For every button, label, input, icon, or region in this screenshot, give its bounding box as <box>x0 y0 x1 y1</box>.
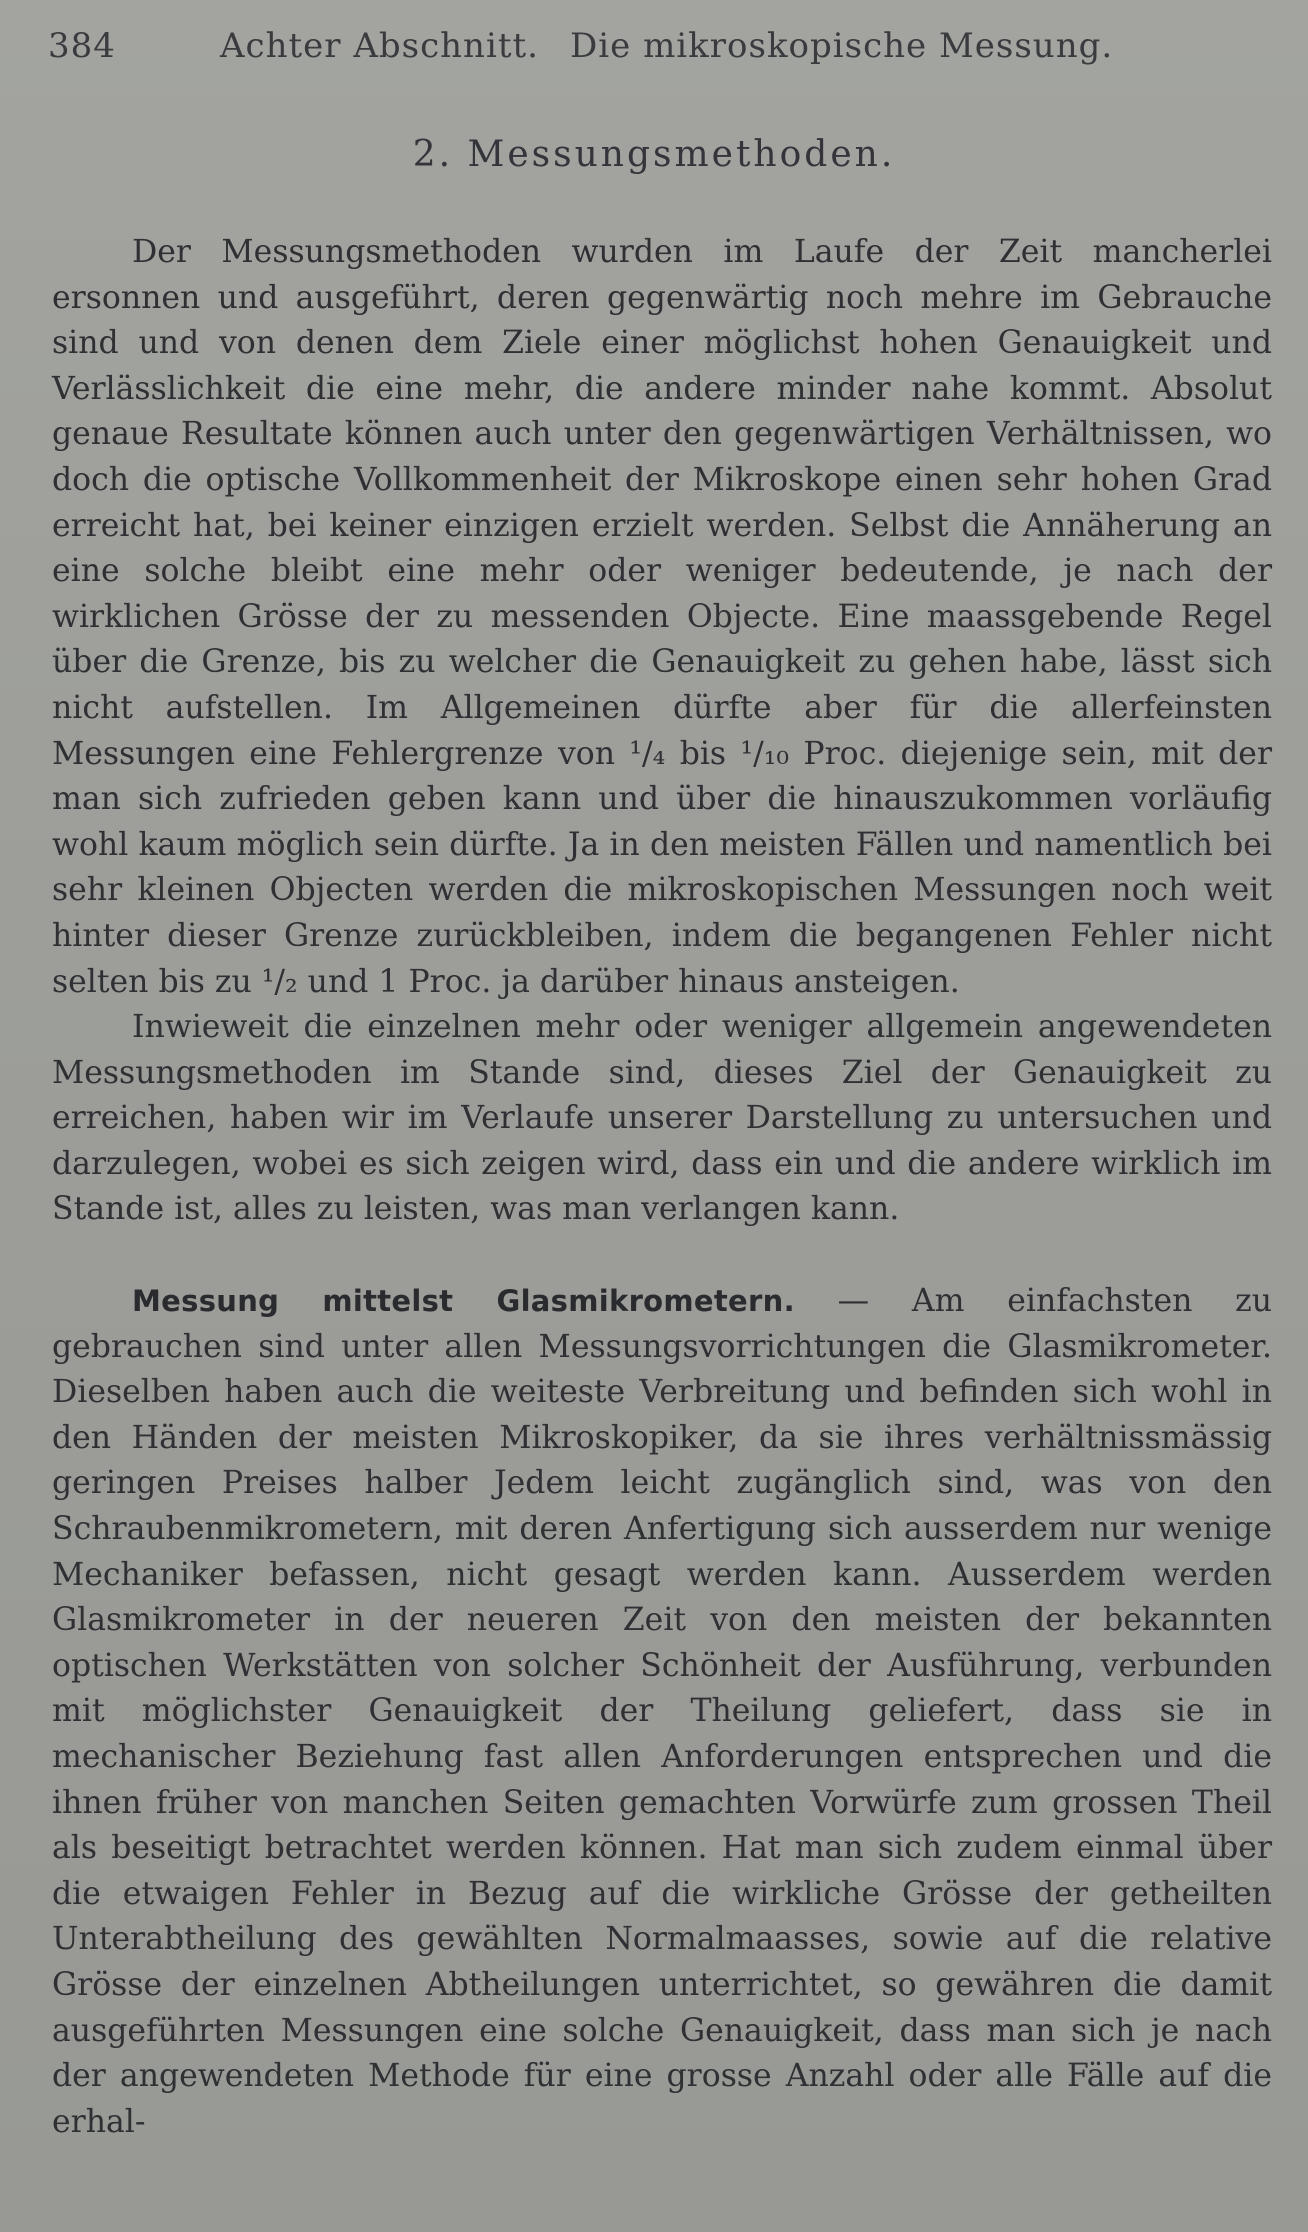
paragraph-3 <box>52 1279 1272 2145</box>
paragraph-3-text: — Am einfachsten zu gebrauchen sind unter allen Messungsvorrichtungen die Glasmikrometer. Dieselben haben auch die weiteste Verbreitung und befinden sich wohl in den Händen der meisten Mikroskopiker, da sie ihres verhältnissmässig geringen Preises halber Jedem leicht zugänglich sind, was von den Schraubenmikrometern, mit deren Anfertigung sich ausserdem nur wenige Mechaniker befassen, nicht gesagt werden kann. Ausserdem werden Glasmikrometer in der neueren Zeit von den meisten der bekannten optischen Werkstätten von solcher Schönheit der Ausführung, verbunden mit möglichster Genauigkeit der Theilung geliefert, dass sie in mechanischer Beziehung fast allen Anforderungen entsprechen und die ihnen früher von manchen Seiten gemachten Vorwürfe zum grossen Theil als beseitigt betrachtet werden können. Hat man sich zudem einmal über die etwaigen Fehler in Bezug auf die wirkliche Grösse der getheilten Unterabtheilung des gewählten Normalmaasses, sowie auf die relative Grösse der einzelnen Abtheilungen unterrichtet, so gewähren die damit ausgeführten Messungen eine solche Genauigkeit, dass man sich je nach der angewendeten Methode für eine grosse Anzahl oder alle Fälle auf die erhal- <box>52 1283 1272 2140</box>
paragraph-2: Inwieweit die einzelnen mehr oder weniger allgemein angewendeten Messungsmethoden im Stande sind, dieses Ziel der Genauigkeit zu erreichen, haben wir im Verlaufe unserer Darstellung zu untersuchen und darzulegen, wobei es sich zeigen wird, dass ein und die andere wirklich im Stande ist, alles zu leisten, was man verlangen kann. <box>52 1009 1272 1228</box>
run-in-heading: Messung mittelst Glasmikrometern. <box>132 1284 795 1319</box>
paragraph-1: Der Messungsmethoden wurden im Laufe der Zeit mancherlei ersonnen und ausgeführt, deren gegenwärtig noch mehre im Gebrauche sind und von denen dem Ziele einer möglichst hohen Genauigkeit und Verlässlichkeit die eine mehr, die andere minder nahe kommt. Absolut genaue Resultate können auch unter den gegenwärtigen Verhältnissen, wo doch die optische Vollkommenheit der Mikroskope einen sehr hohen Grad erreicht hat, bei keiner einzigen erzielt werden. Selbst die Annäherung an eine solche bleibt eine mehr oder weniger bedeutende, je nach der wirklichen Grösse der zu messenden Objecte. Eine maassgebende Regel über die Grenze, bis zu welcher die Genauigkeit zu gehen habe, lässt sich nicht aufstellen. Im Allgemeinen dürfte aber für die allerfeinsten Messungen eine Fehlergrenze von ¹/₄ bis ¹/₁₀ Proc. diejenige sein, mit der man sich zufrieden geben kann und über die hinauszukommen vorläufig wohl kaum möglich sein dürfte. Ja in den meisten Fällen und namentlich bei sehr kleinen Objecten werden die mikroskopischen Messungen noch weit hinter dieser Grenze zurückbleiben, indem die begangenen Fehler nicht selten bis zu ¹/₂ und 1 Proc. ja darüber hinaus ansteigen. <box>52 234 1272 1000</box>
running-topic: Die mikroskopische Messung. <box>570 26 1114 66</box>
body-text <box>52 230 1272 2145</box>
section-heading: 2. Messungsmethoden. <box>412 134 896 175</box>
page-number: 384 <box>48 26 116 66</box>
running-head <box>48 26 1256 74</box>
chapter-title: Achter Abschnitt. <box>220 26 539 66</box>
